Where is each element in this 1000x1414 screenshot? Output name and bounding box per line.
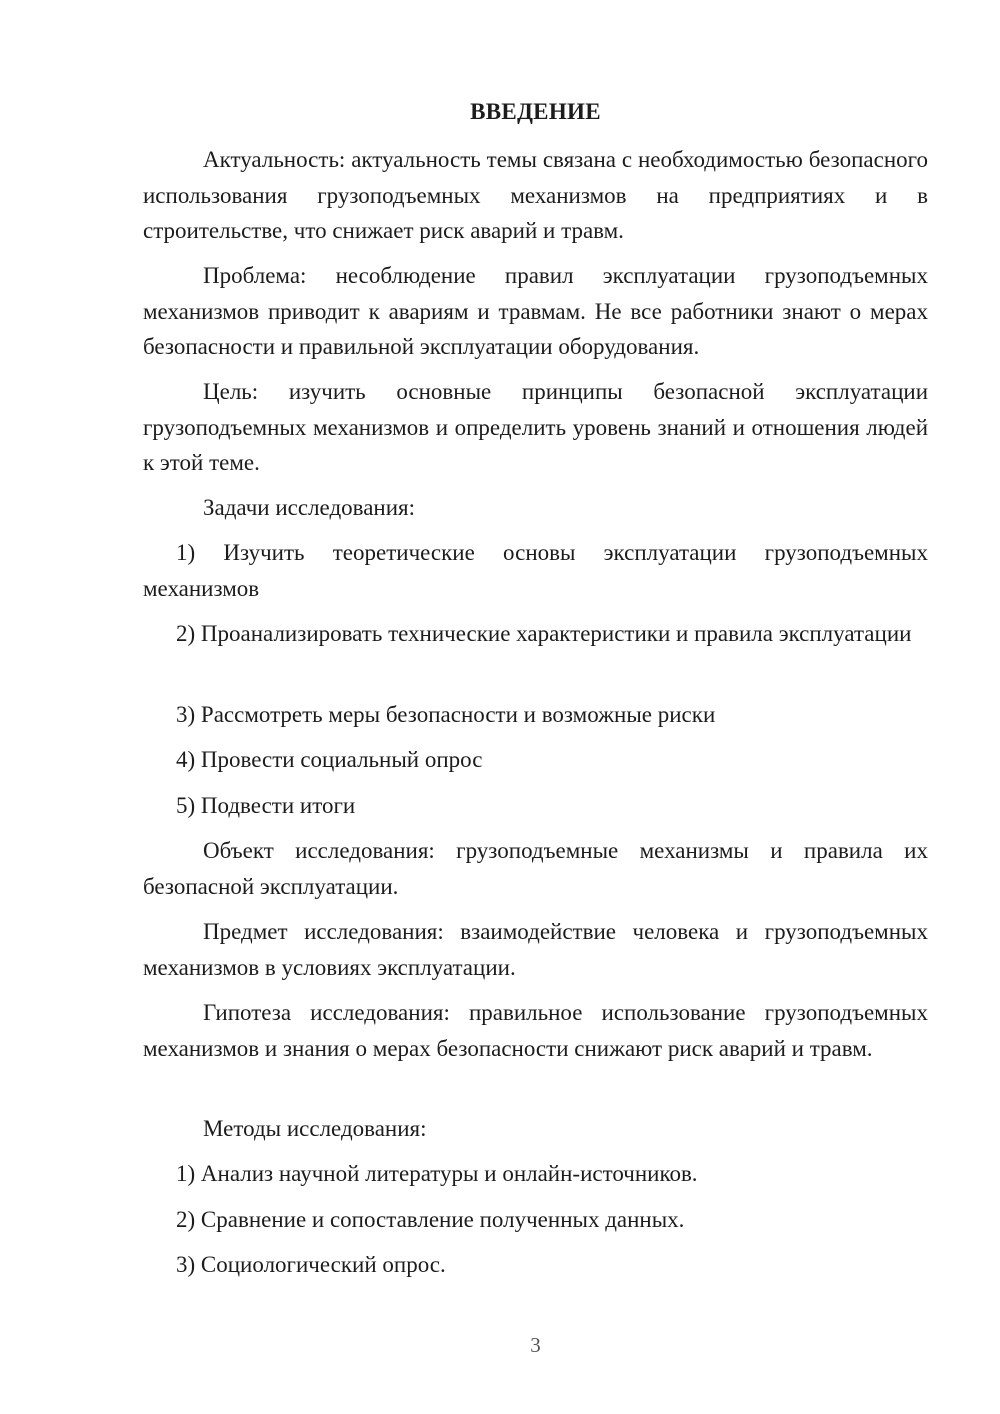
problem-paragraph: Проблема: несоблюдение правил эксплуатации грузоподъемных механизмов приводит к авариям и травмам. Не все работники знают о мерах безопасности и правильной эксплуатации оборудования. [143, 263, 928, 359]
tasks-heading: Задачи исследования: [203, 495, 416, 520]
page-number: 3 [530, 1333, 541, 1357]
goal-paragraph: Цель: изучить основные принципы безопасной эксплуатации грузоподъемных механизмов и определить уровень знаний и отношения людей к этой теме. [143, 379, 928, 475]
method-item: 1) Анализ научной литературы и онлайн-источников. [176, 1161, 698, 1186]
relevance-paragraph: Актуальность: актуальность темы связана с необходимостью безопасного использования грузоподъемных механизмов на предприятиях и в строительстве, что снижает риск аварий и травм. [143, 147, 928, 243]
subject-paragraph: Предмет исследования: взаимодействие человека и грузоподъемных механизмов в условиях эксплуатации. [143, 919, 928, 980]
task-item: 3) Рассмотреть меры безопасности и возможные риски [176, 702, 716, 727]
task-item: 2) Проанализировать технические характеристики и правила эксплуатации [176, 621, 912, 646]
task-item: 5) Подвести итоги [176, 793, 356, 818]
task-item: 4) Провести социальный опрос [176, 747, 483, 772]
object-paragraph: Объект исследования: грузоподъемные механизмы и правила их безопасной эксплуатации. [143, 838, 928, 899]
hypothesis-paragraph: Гипотеза исследования: правильное использование грузоподъемных механизмов и знания о мерах безопасности снижают риск аварий и травм. [143, 1000, 928, 1061]
methods-heading: Методы исследования: [203, 1116, 427, 1141]
page-title: ВВЕДЕНИЕ [470, 99, 601, 124]
method-item: 3) Социологический опрос. [176, 1252, 446, 1277]
task-item: 1) Изучить теоретические основы эксплуатации грузоподъемных механизмов [143, 540, 928, 601]
method-item: 2) Сравнение и сопоставление полученных данных. [176, 1207, 685, 1232]
